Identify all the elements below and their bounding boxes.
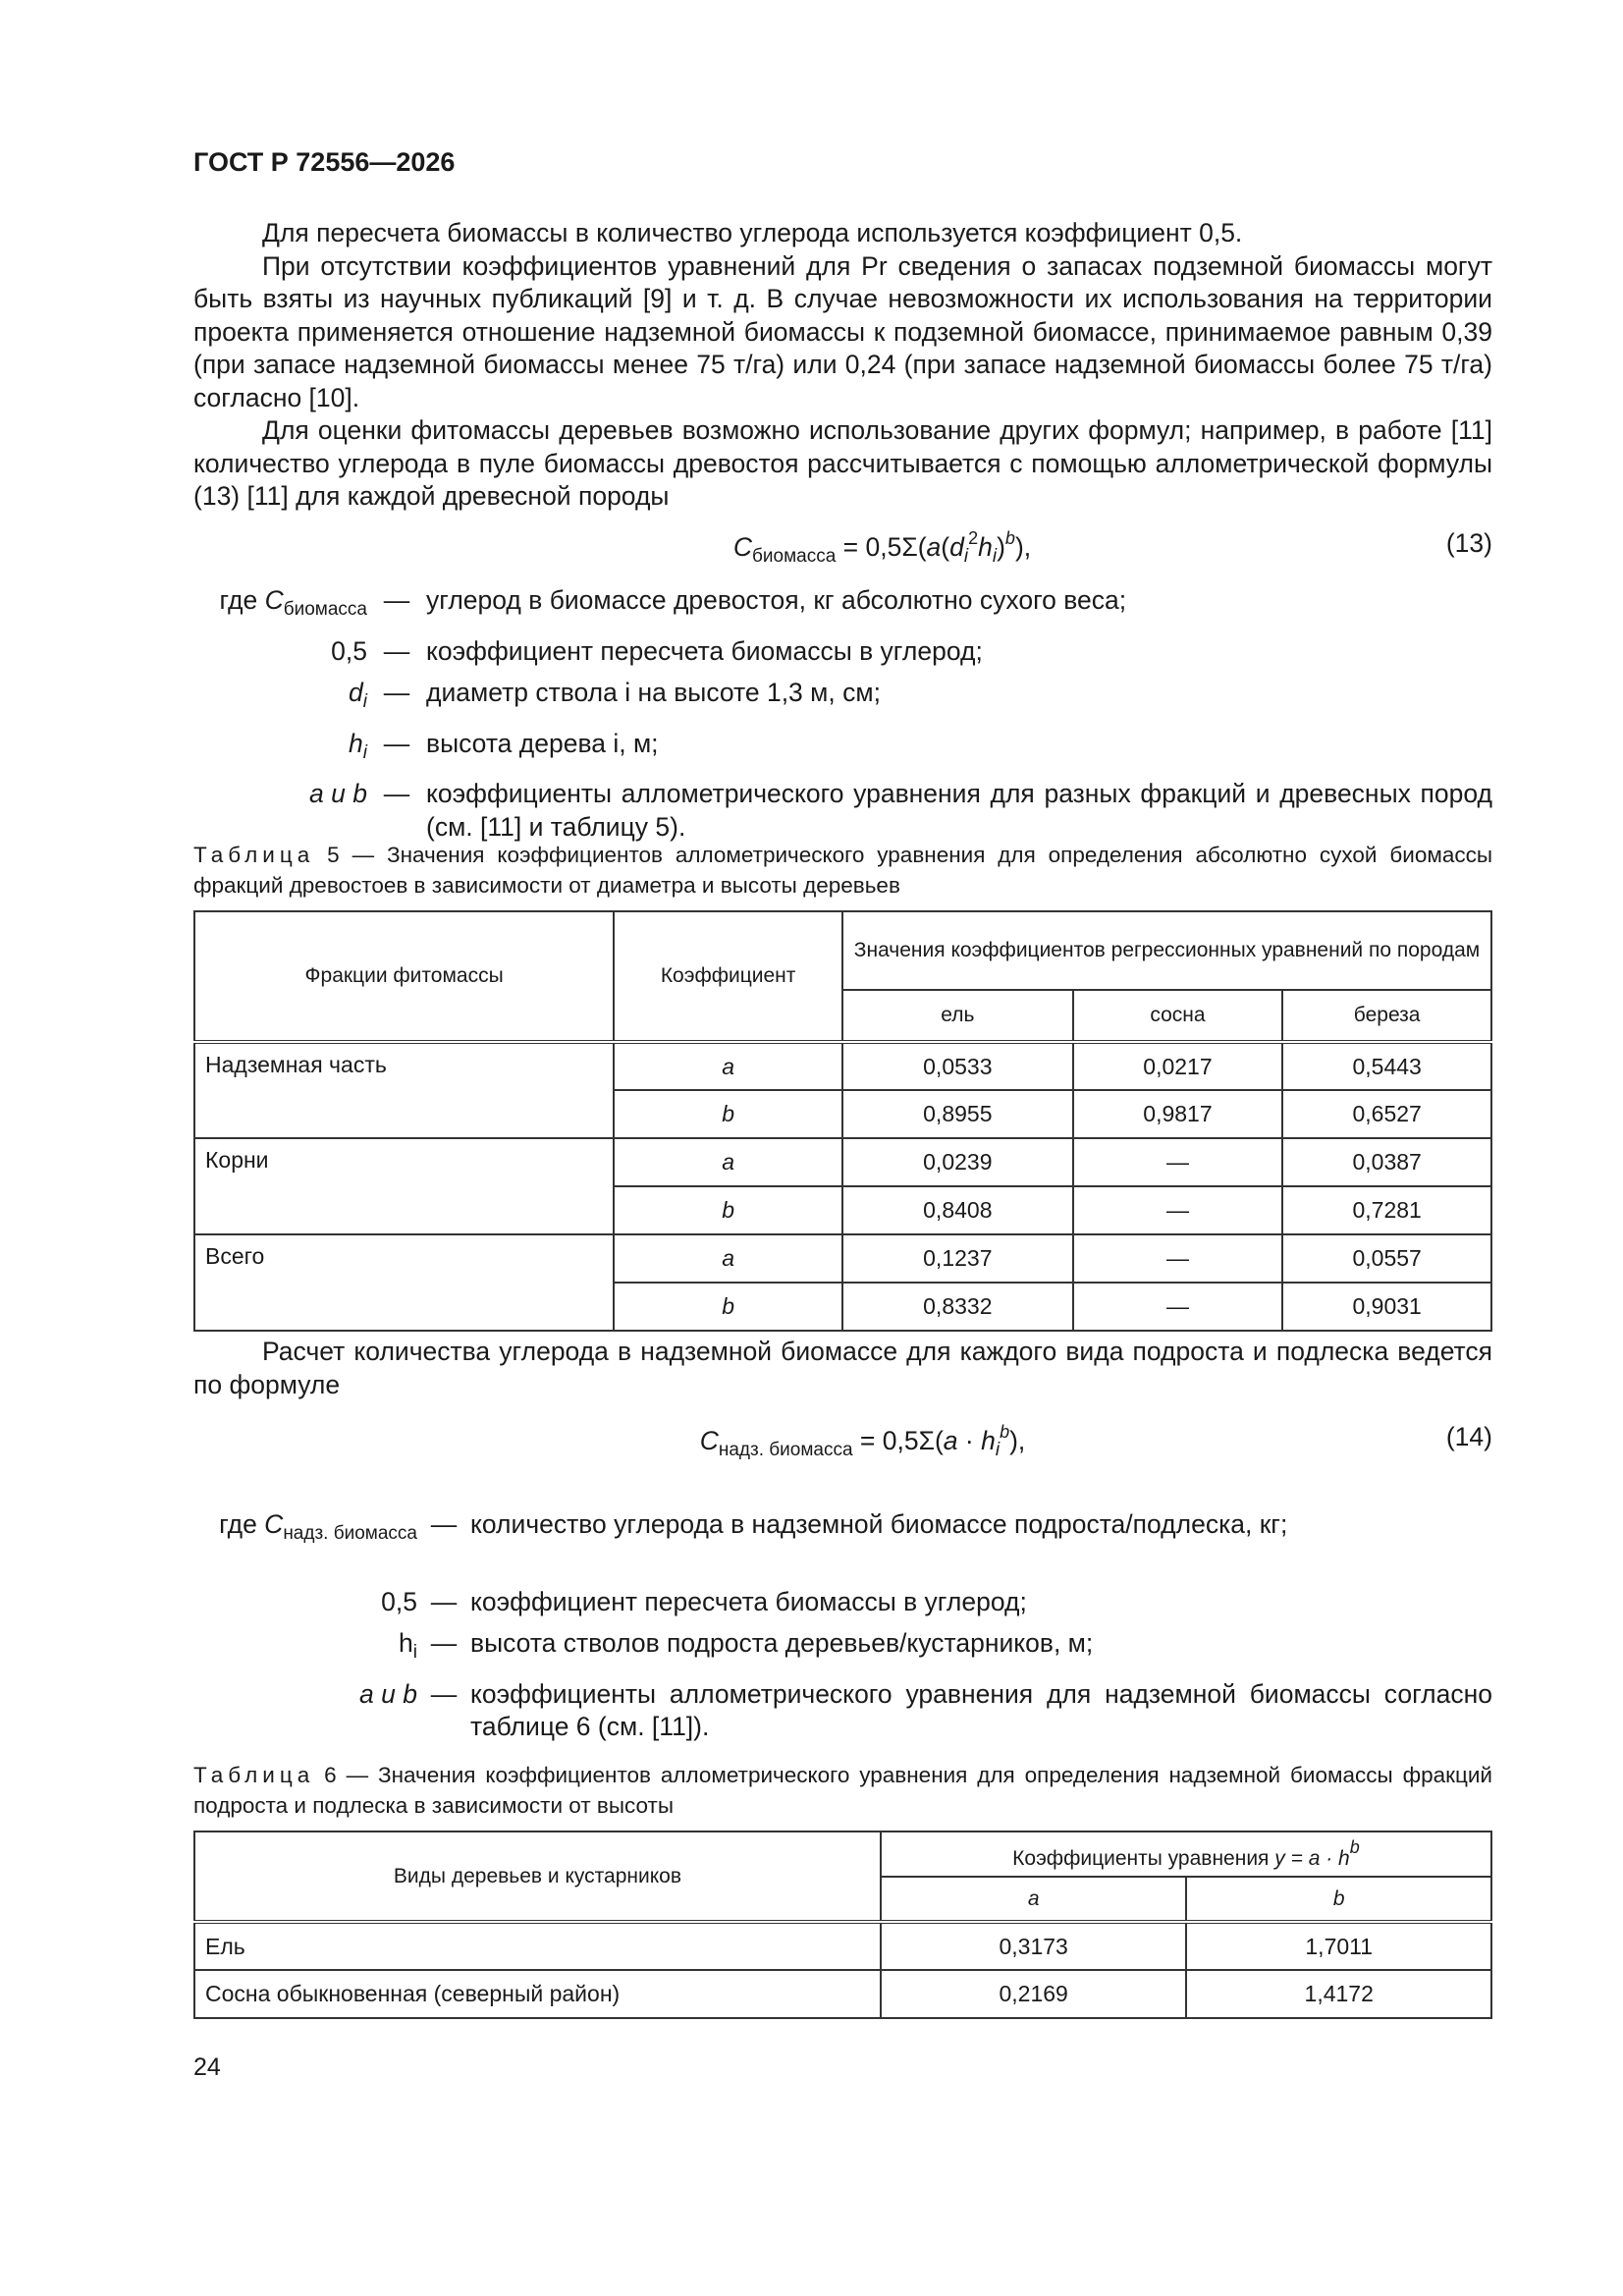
legend-description: количество углерода в надземной биомассе подроста/подлеска, кг;: [470, 1509, 1288, 1539]
paragraph-formula-14-intro: Расчет количества углерода в надземной биомассе для каждого вида подроста и подлеска ведется по формуле: [193, 1337, 1492, 1399]
table-row: Всего a 0,1237 — 0,0557: [194, 1234, 1491, 1283]
table-row: Корни a 0,0239 — 0,0387: [194, 1138, 1491, 1186]
table-5-caption: Таблица 5 — Значения коэффициентов аллометрического уравнения для определения абсолютно сухой биомассы фракций древостоев в зависимости от диаметра и высоты деревьев: [193, 843, 1492, 898]
legend-description: углерод в биомассе древостоя, кг абсолютно сухого веса;: [426, 585, 1127, 615]
paragraph: Для пересчета биомассы в количество углерода используется коэффициент 0,5.: [262, 218, 1243, 247]
column-header: береза: [1282, 990, 1491, 1042]
column-header: Значения коэффициентов регрессионных уравнений по породам: [842, 911, 1491, 990]
table-6-caption: Таблица 6 — Значения коэффициентов аллометрического уравнения для определения надземной биомассы фракций подроста и подлеска в зависимости от высоты: [193, 1763, 1492, 1818]
column-header: Виды деревьев и кустарников: [194, 1831, 881, 1922]
column-header: Коэффициент: [614, 911, 842, 1042]
legend-description: коэффициент пересчета биомассы в углерод;: [470, 1586, 1027, 1616]
table-row: b 0,8408 — 0,7281: [194, 1186, 1491, 1234]
paragraph: При отсутствии коэффициентов уравнений для Pr сведения о запасах подземной биомассы могут быть взяты из научных публикаций [9] и т. д. В случае невозможности их использования на территории проекта применяется отношение надземной биомассы к подземной биомассе, принимаемое равным 0,39 (при запасе надземной биомассы менее 75 т/га) или 0,24 (при запасе надземной биомассы более 75 т/га) согласно [10].: [193, 250, 1492, 412]
legend-description: коэффициенты аллометрического уравнения для надземной биомассы согласно таблице 6 (см. [11]).: [470, 1678, 1492, 1741]
table-row: b 0,8332 — 0,9031: [194, 1283, 1491, 1331]
table-row: b 0,8955 0,9817 0,6527: [194, 1090, 1491, 1138]
formula-symbol: C: [732, 532, 753, 562]
column-header: b: [1186, 1877, 1491, 1922]
column-header: сосна: [1073, 990, 1283, 1042]
intro-paragraphs: [193, 217, 1492, 514]
column-header: Коэффициенты уравнения y = a · hb: [881, 1831, 1491, 1877]
paragraph: Для оценки фитомассы деревьев возможно использование других формул; например, в работе [11] количество углерода в пуле биомассы древостоя рассчитывается с помощью аллометрической формулы (13) [11] для каждой древесной породы: [193, 415, 1492, 511]
legend-description: высота стволов подроста деревьев/кустарников, м;: [470, 1628, 1094, 1658]
legend-description: диаметр ствола i на высоте 1,3 м, см;: [426, 678, 881, 707]
document-header: ГОСТ Р 72556—2026: [193, 147, 456, 177]
table-row: Надземная часть a 0,0533 0,0217 0,5443: [194, 1042, 1491, 1090]
formula-number: (13): [1445, 528, 1492, 558]
legend-description: коэффициент пересчета биомассы в углерод;: [426, 635, 983, 666]
legend-description: коэффициенты аллометрического уравнения для разных фракций и древесных пород (см. [11] и таблицу 5).: [426, 779, 1492, 842]
legend-description: высота дерева i, м;: [426, 728, 659, 758]
formula-number: (14): [1445, 1422, 1492, 1451]
page-number: 24: [193, 2053, 221, 2081]
formula-14: $C_{надз. биомасса} = 0,5\Sigma(a \cdot h_i^b)$, (14): [699, 1422, 1492, 1460]
table-5: [193, 910, 1492, 1332]
formula-13: $C_{биомасса} = 0,5\Sigma(a(d_i^2h_i)^b)$, (13): [732, 528, 1492, 567]
formula-13-legend: где $C_{биомасса}$ — углерод в биомассе древостоя, кг абсолютно сухого веса; 0,5 — коэффициент пересчета биомассы в углерод; $d_i$ — диаметр ствола i на высоте 1,3 м, см; $h_i$ — высота дерева i, м; a и b — коэффициенты аллометрического уравнения для разных фракций и древесных пород (см. [11] и таблицу 5).: [193, 584, 1492, 852]
column-header: ель: [842, 990, 1073, 1042]
table-6: [193, 1831, 1492, 2019]
table-row: Ель 0,3173 1,7011: [194, 1922, 1491, 1970]
table-row: Сосна обыкновенная (северный район) 0,2169 1,4172: [194, 1970, 1491, 2018]
formula-14-legend: где $C_{надз. биомасса}$ — количество углерода в надземной биомассе подроста/подлеска, кг; 0,5 — коэффициент пересчета биомассы в углерод; $h_i$ — высота стволов подроста деревьев/кустарников, м; a и b — коэффициенты аллометрического уравнения для надземной биомассы согласно таблице 6 (см. [11]).: [193, 1508, 1492, 1753]
column-header: Фракции фитомассы: [194, 911, 614, 1042]
column-header: a: [881, 1877, 1187, 1922]
